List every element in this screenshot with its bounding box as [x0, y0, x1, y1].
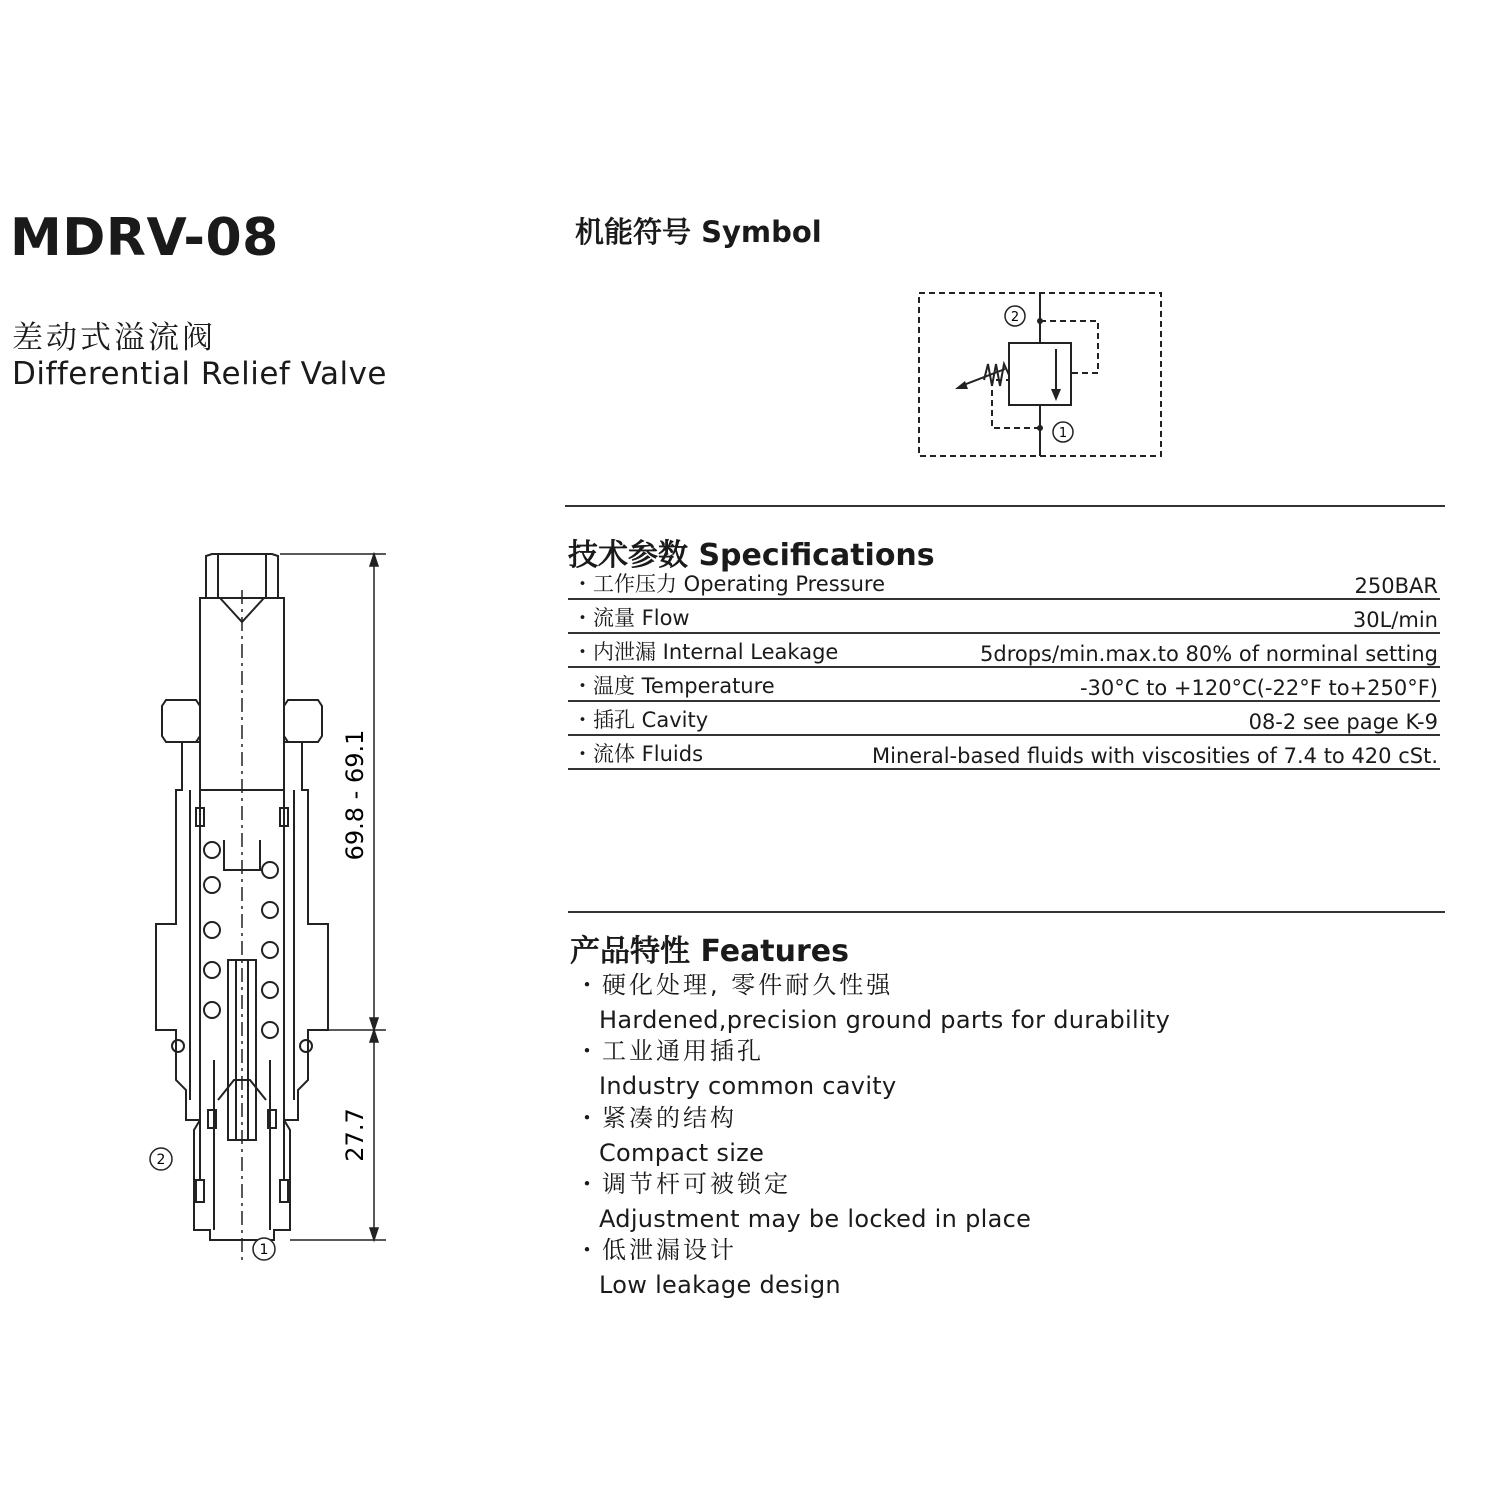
symbol-title: 机能符号 Symbol — [575, 215, 822, 249]
feature-item — [575, 1230, 1435, 1299]
feature-item — [575, 1164, 1435, 1233]
spec-label: ・内泄漏 Internal Leakage — [572, 640, 839, 664]
spec-value: -30°C to +120°C(-22°F to+250°F) — [1079, 676, 1438, 700]
features-title: 产品特性 Features — [570, 934, 850, 969]
dimension-lines — [280, 554, 386, 1240]
feature-item — [575, 1031, 1435, 1100]
feature-en: Compact size — [599, 1139, 765, 1167]
spec-value: 08-2 see page K-9 — [1248, 710, 1438, 734]
drawing-port-1-label: 1 — [259, 1242, 269, 1258]
spec-row-fluids — [568, 734, 1440, 770]
feature-cn: ・调节杆可被锁定 — [575, 1170, 791, 1198]
product-name-en: Differential Relief Valve — [12, 356, 388, 392]
spec-label: ・插孔 Cavity — [572, 708, 709, 732]
feature-en: Industry common cavity — [599, 1072, 897, 1100]
spec-value: Mineral-based fluids with viscosities of 7.4 to 420 cSt. — [872, 744, 1438, 768]
spec-row-leakage — [568, 632, 1440, 668]
symbol-valve-body — [1009, 343, 1071, 405]
feature-cn: ・紧凑的结构 — [575, 1104, 737, 1132]
spec-row-temperature — [568, 666, 1440, 702]
spec-value: 250BAR — [1354, 574, 1438, 598]
hydraulic-symbol — [905, 285, 1175, 470]
dimension-upper-label: 69.8 - 69.1 — [341, 729, 369, 861]
spec-row-pressure — [568, 564, 1440, 600]
valve-cross-section — [130, 540, 410, 1280]
dimension-lower-label: 27.7 — [341, 1108, 369, 1162]
features-divider — [568, 911, 1445, 913]
spec-value: 30L/min — [1352, 608, 1438, 632]
feature-en: Low leakage design — [599, 1271, 841, 1299]
model-number: MDRV-08 — [10, 208, 279, 268]
drawing-port-2-label: 2 — [156, 1152, 166, 1168]
spec-label: ・流体 Fluids — [572, 742, 704, 766]
spec-label: ・温度 Temperature — [572, 674, 775, 698]
feature-cn: ・工业通用插孔 — [575, 1037, 764, 1065]
specs-title: 技术参数 Specifications — [568, 538, 935, 573]
feature-item — [575, 1098, 1435, 1167]
spec-row-flow — [568, 598, 1440, 634]
feature-cn: ・低泄漏设计 — [575, 1236, 737, 1264]
feature-item — [575, 965, 1435, 1034]
spec-value: 5drops/min.max.to 80% of norminal setting — [980, 642, 1438, 666]
spec-label: ・流量 Flow — [572, 606, 690, 630]
specs-divider — [565, 505, 1445, 507]
spec-label: ・工作压力 Operating Pressure — [572, 572, 886, 596]
feature-en: Hardened,precision ground parts for durability — [599, 1006, 1171, 1034]
spec-row-cavity — [568, 700, 1440, 736]
port-1-label: 1 — [1058, 426, 1068, 441]
feature-cn: ・硬化处理, 零件耐久性强 — [575, 971, 894, 999]
feature-en: Adjustment may be locked in place — [599, 1205, 1032, 1233]
port-2-label: 2 — [1010, 310, 1020, 325]
product-name-cn: 差动式溢流阀 — [12, 320, 216, 356]
